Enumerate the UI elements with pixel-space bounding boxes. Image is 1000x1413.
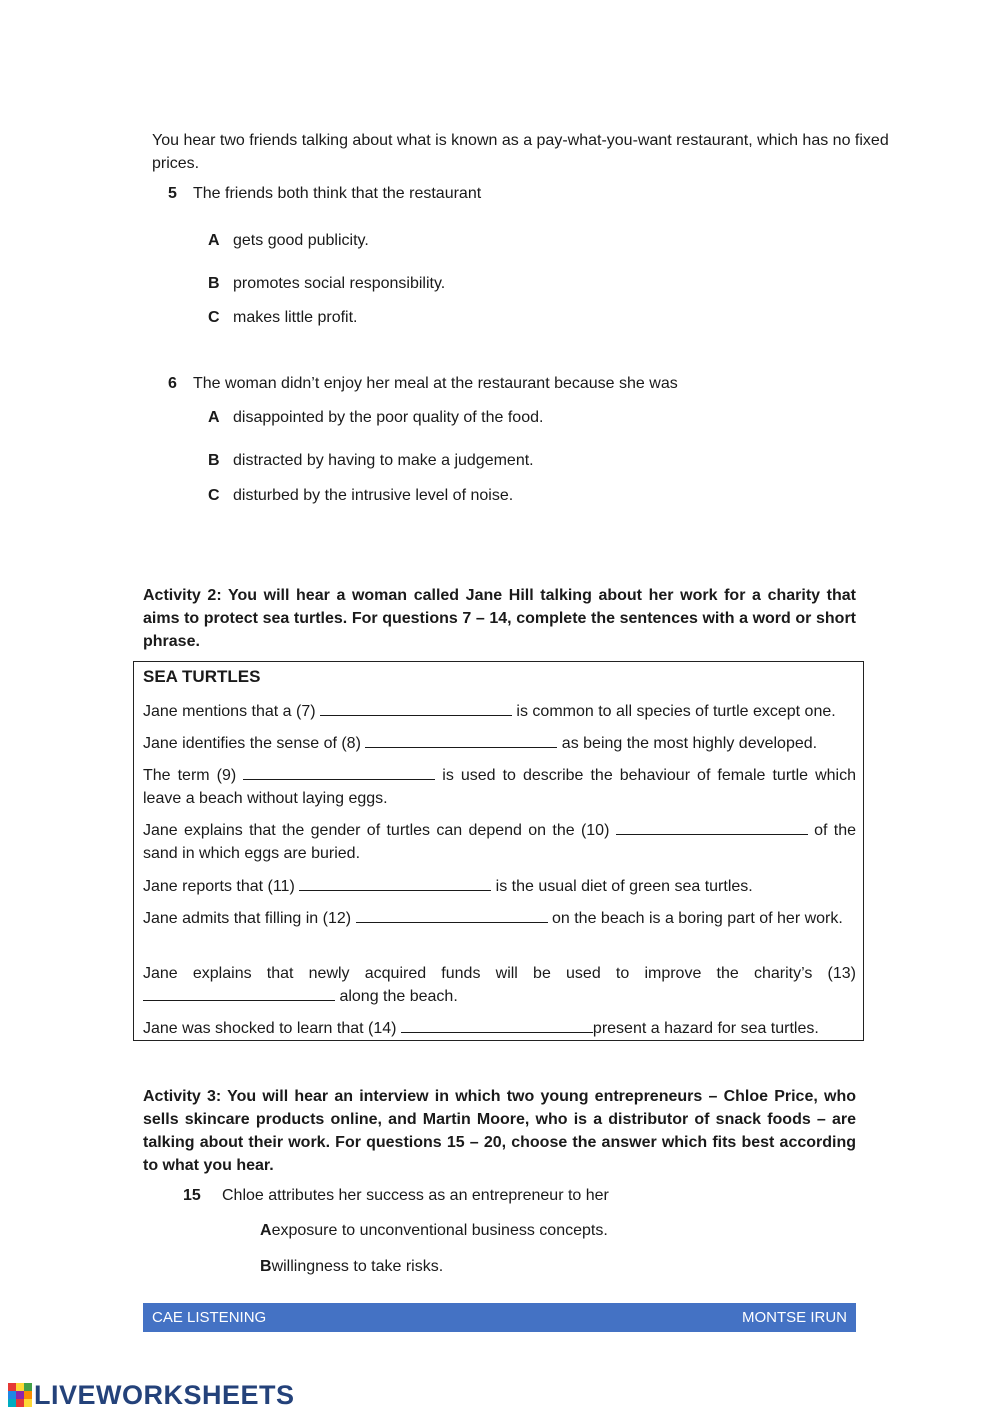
question-stem: Chloe attributes her success as an entrepreneur to her: [222, 1187, 609, 1204]
option-text: gets good publicity.: [233, 232, 369, 249]
sentence-8: [143, 732, 856, 755]
option-text: disturbed by the intrusive level of noise.: [233, 487, 514, 504]
sea-turtles-box: [133, 661, 864, 1041]
question-15: [183, 1187, 883, 1205]
sentence-text: Jane mentions that a (7): [143, 703, 320, 720]
option-6b[interactable]: [208, 452, 888, 470]
option-text: exposure to unconventional business concepts.: [271, 1222, 608, 1239]
sentence-text: as being the most highly developed.: [557, 735, 818, 752]
option-text: willingness to take risks.: [271, 1258, 444, 1275]
sentence-text: Jane explains that newly acquired funds will be used to improve the charity’s (13): [143, 965, 856, 982]
question-6: [168, 375, 888, 393]
blank-9[interactable]: [243, 765, 435, 780]
sentence-text: The term (9): [143, 767, 244, 784]
sentence-text: present a hazard for sea turtles.: [592, 1020, 819, 1037]
option-5b[interactable]: [208, 275, 888, 293]
option-text: distracted by having to make a judgement.: [233, 452, 534, 469]
option-letter: C: [208, 309, 220, 326]
option-5c[interactable]: [208, 309, 888, 327]
option-letter: C: [208, 487, 220, 504]
option-text: makes little profit.: [233, 309, 358, 326]
sentence-9: [143, 764, 856, 810]
sentence-text: Jane reports that (11): [143, 878, 300, 895]
option-letter: A: [208, 232, 220, 249]
sentence-10: [143, 819, 856, 865]
footer-right-text: MONTSE IRUN: [742, 1309, 847, 1326]
sentence-text: Jane admits that filling in (12): [143, 910, 356, 927]
sentence-text: Jane identifies the sense of (8): [143, 735, 366, 752]
question-number: 5: [168, 185, 177, 202]
footer-left-text: CAE LISTENING: [152, 1309, 267, 1326]
option-letter: A: [208, 409, 220, 426]
option-15a[interactable]: [260, 1222, 880, 1240]
question-stem: The friends both think that the restaurant: [193, 185, 482, 202]
sentence-text: along the beach.: [335, 988, 458, 1005]
sentence-text: on the beach is a boring part of her work.: [547, 910, 843, 927]
question-5: [168, 185, 888, 203]
sentence-text: is used to describe the behaviour of female turtle which leave a beach without laying eggs.: [143, 767, 856, 807]
sentence-12: [143, 907, 856, 930]
liveworksheets-logo-icon: [8, 1383, 32, 1407]
liveworksheets-brand: [8, 1380, 295, 1410]
sentence-14: [143, 1017, 856, 1040]
sentence-7: [143, 700, 856, 723]
question-stem: The woman didn’t enjoy her meal at the restaurant because she was: [193, 375, 678, 392]
option-text: promotes social responsibility.: [233, 275, 446, 292]
brand-text: LIVEWORKSHEETS: [34, 1379, 295, 1410]
blank-10[interactable]: [616, 820, 808, 835]
option-letter: B: [260, 1258, 272, 1275]
blank-12[interactable]: [356, 908, 548, 923]
option-6c[interactable]: [208, 487, 888, 505]
option-5a[interactable]: [208, 232, 888, 250]
option-text: disappointed by the poor quality of the food.: [233, 409, 544, 426]
sentence-text: Jane explains that the gender of turtles can depend on the (10): [143, 822, 616, 839]
option-letter: B: [208, 452, 220, 469]
question-number: 6: [168, 375, 177, 392]
activity-2-instructions: Activity 2: You will hear a woman called Jane Hill talking about her work for a charity that aims to protect sea turtles. For questions 7 – 14, complete the sentences with a word or short phrase.: [143, 587, 856, 650]
blank-7[interactable]: [320, 701, 512, 716]
page-footer: [143, 1303, 856, 1332]
intro-text: You hear two friends talking about what is known as a pay-what-you-want restaurant, which has no fixed prices.: [152, 132, 889, 172]
option-15b[interactable]: [260, 1258, 880, 1276]
sentence-text: is common to all species of turtle except one.: [511, 703, 836, 720]
sentence-11: [143, 875, 856, 898]
blank-8[interactable]: [365, 733, 557, 748]
blank-14[interactable]: [401, 1018, 593, 1033]
option-letter: B: [208, 275, 220, 292]
question-number: 15: [183, 1187, 201, 1204]
sentence-13: [143, 962, 856, 1008]
blank-13[interactable]: [143, 986, 335, 1001]
option-6a[interactable]: [208, 409, 888, 427]
sentence-text: Jane was shocked to learn that (14): [143, 1020, 401, 1037]
box-title: SEA TURTLES: [143, 667, 261, 686]
sentence-text: is the usual diet of green sea turtles.: [491, 878, 753, 895]
blank-11[interactable]: [299, 876, 491, 891]
option-letter: A: [260, 1222, 272, 1239]
activity-3-instructions: Activity 3: You will hear an interview in which two young entrepreneurs – Chloe Price, who sells skincare products online, and Martin Moore, who is a distributor of snack foods – are talking about their work. For questions 15 – 20, choose the answer which fits best according to what you hear.: [143, 1088, 856, 1174]
sentence-text: of the sand in which eggs are buried.: [143, 822, 856, 862]
